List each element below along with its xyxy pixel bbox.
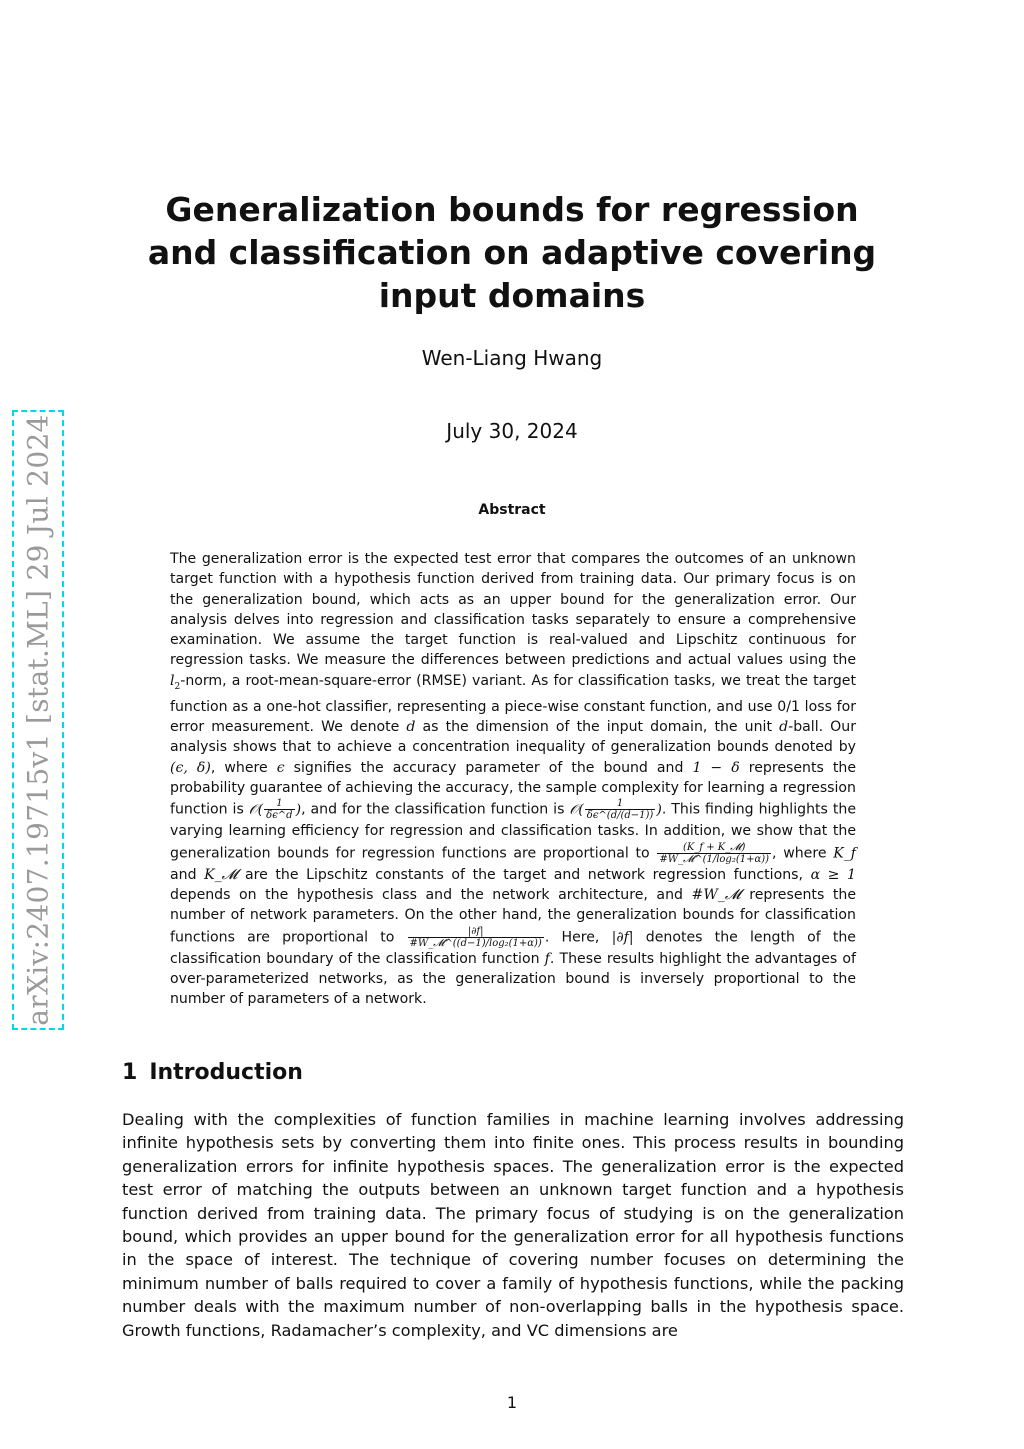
abstract-text: , where: [210, 759, 277, 776]
abstract-text: are the Lipschitz constants of the target and network regression functions,: [237, 866, 811, 883]
math-l2: $l_2$: [170, 672, 181, 692]
math-alpha: α ≥ 1: [810, 866, 856, 883]
abstract-body: [170, 549, 856, 1009]
math-km: K_𝓜: [204, 866, 238, 883]
section-title: Introduction: [149, 1060, 303, 1085]
abstract-text: represents the number of network parameters. On the other hand, the generalization bounds for classification functions are proportional to: [170, 886, 856, 946]
introduction-paragraph: Dealing with the complexities of function families in machine learning involves addressing infinite hypothesis sets by converting them into finite ones. This process results in bounding generalization errors for infinite hypothesis spaces. The generalization error is the expected test error of matching the outputs between an unknown target function and a hypothesis function derived from training data. The primary focus of studying is on the generalization bound, which provides an upper bound for the generalization error for all hypothesis functions in the space of interest. The technique of covering number focuses on determining the minimum number of balls required to cover a family of hypothesis functions, while the packing number deals with the maximum number of non-overlapping balls in the hypothesis space. Growth functions, Radamacher’s complexity, and VC dimensions are: [122, 1110, 904, 1340]
abstract-text: -ball. Our analysis shows that to achieve a concentration inequality of generalization bounds denoted by: [170, 719, 856, 756]
math-boundary: |∂f|: [611, 929, 634, 946]
abstract-text: , where: [772, 845, 834, 862]
paper-date: July 30, 2024: [446, 419, 578, 443]
abstract-text: signifies the accuracy parameter of the bound and: [284, 759, 693, 776]
math-d: d: [406, 719, 416, 736]
paper-title: Generalization bounds for regression and classification on adaptive covering input domains: [147, 190, 877, 315]
math-one-minus-delta: 1 − δ: [692, 759, 740, 776]
math-regression-bound: $\frac{\text{(K\_f + K\_𝓜)}}{\text{\#W\_𝓜\textasciicircum{}(1/log₂(1+α))}}$: [659, 841, 770, 865]
math-wm: #W_𝓜: [691, 886, 741, 903]
abstract-text: The generalization error is the expected test error that compares the outcomes of an unknown target function with a hypothesis function derived from training data. Our primary focus is on the generalization bound, which acts as an upper bound for the generalization error. Our analysis delves into regression and classification tasks separately to ensure a comprehensive examination. We assume the target function is real-valued and Lipschitz continuous for regression tasks. We measure the differences between predictions and actual values using the: [170, 551, 856, 669]
abstract-heading: Abstract: [478, 502, 546, 518]
section-heading: [122, 1060, 303, 1085]
abstract-text: depends on the hypothesis class and the network architecture, and: [170, 886, 692, 903]
abstract-text: , and for the classification function is: [301, 801, 570, 818]
abstract-text: . These results highlight the advantages of over-parameterized networks, as the generalization bound is inversely proportional to the number of parameters of a network.: [170, 950, 856, 1008]
page-number: 1: [506, 1393, 518, 1412]
math-classification-bound: $\frac{|\partial f|}{\text{\#W\_𝓜\textasciicircum{}((d−1)/log₂(1+α))}}$: [409, 925, 542, 949]
math-f: f: [544, 950, 550, 967]
math-kf: K_f: [833, 845, 856, 862]
abstract-text: denotes the length of the classification boundary of the classification function: [170, 929, 856, 967]
abstract-text: . This finding highlights the varying learning efficiency for regression and classification tasks. In addition, we show that the generalization bounds for regression functions are proportional to: [170, 801, 856, 862]
abstract-text: -norm, a root-mean-square-error (RMSE) variant. As for classification tasks, we treat the target function as a one-hot classifier, representing a piece-wise constant function, and use 0/1 loss for error measurement. We denote: [170, 672, 856, 736]
math-eps: ϵ: [276, 759, 285, 776]
arxiv-stamp-text: arXiv:2407.19715v1 [stat.ML] 29 Jul 2024: [21, 414, 55, 1026]
abstract-text: represents the probability guarantee of achieving the accuracy, the sample complexity for learning a regression function is: [170, 759, 856, 818]
math-eps-delta: (ϵ, δ): [170, 759, 211, 776]
section-number: 1: [122, 1060, 138, 1085]
math-d: d: [779, 719, 789, 736]
abstract-text: . Here,: [544, 929, 612, 946]
math-reg-complexity: 𝒪( $\frac{1}{\delta\epsilon\^{}d}$ ): [248, 798, 302, 822]
abstract-text: as the dimension of the input domain, the unit: [415, 719, 780, 736]
abstract-text: and: [170, 866, 205, 883]
math-cls-complexity: 𝒪( $\frac{1}{\delta\epsilon\^{}(d/(d-1))}$ ): [569, 798, 662, 822]
author-name: Wen-Liang Hwang: [421, 346, 603, 370]
